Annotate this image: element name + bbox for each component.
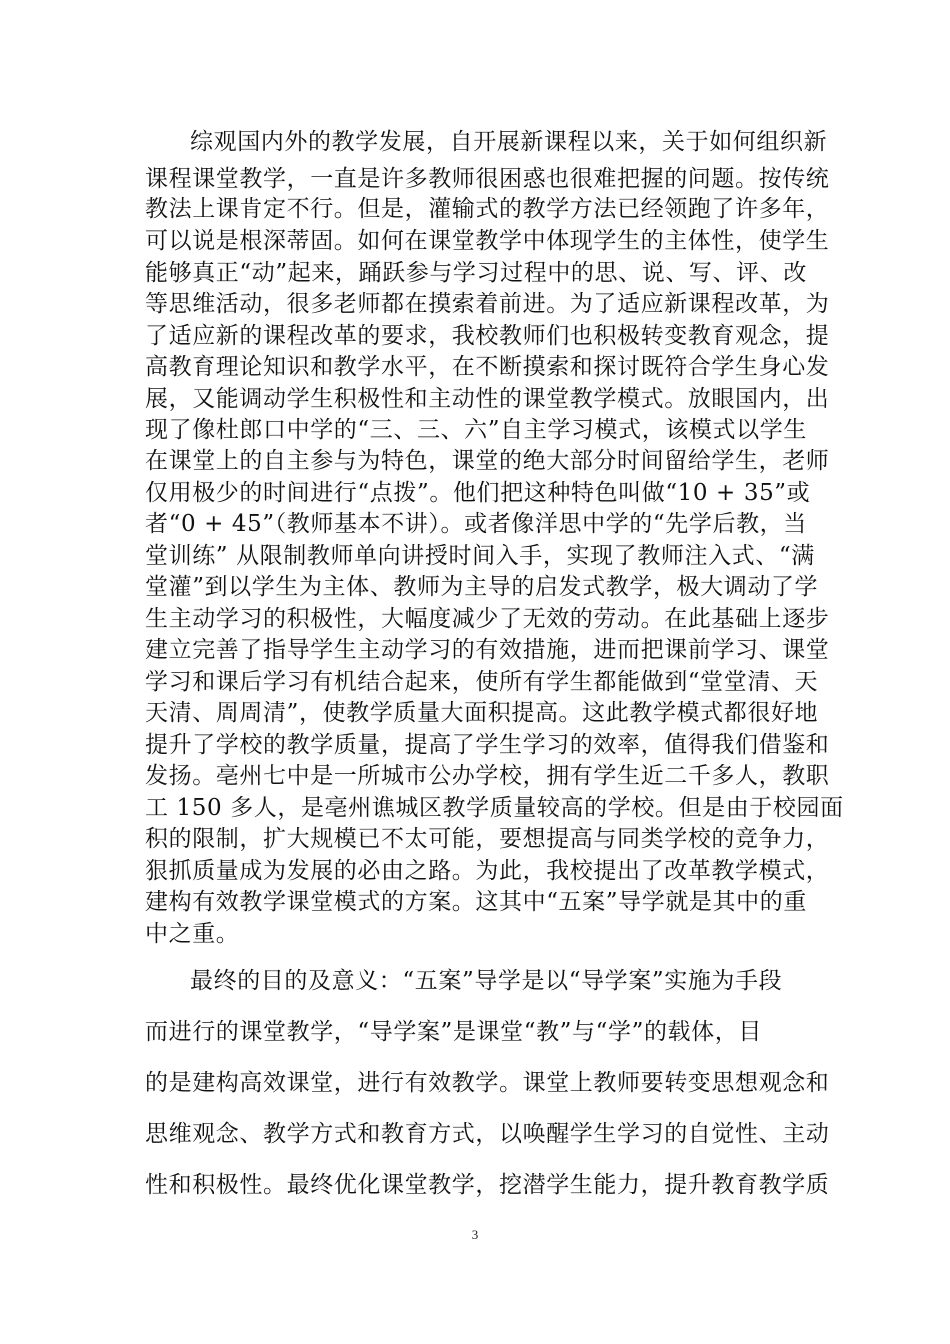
text-line: 现了像杜郎口中学的“三、三、六”自主学习模式，该模式以学生 — [145, 417, 807, 443]
text-line: 最终的目的及意义：“五案”导学是以“导学案”实施为手段 — [190, 968, 783, 994]
text-line: 的是建构高效课堂，进行有效教学。课堂上教师要转变思想观念和 — [145, 1070, 830, 1096]
text-line: 性和积极性。最终优化课堂教学，挖潜学生能力，提升教育教学质 — [145, 1172, 830, 1198]
text-line: 建构有效教学课堂模式的方案。这其中“五案”导学就是其中的重 — [145, 889, 807, 915]
text-line: 提升了学校的教学质量，提高了学生学习的效率，值得我们借鉴和 — [145, 732, 830, 758]
text-line: 积的限制，扩大规模已不太可能，要想提高与同类学校的竞争力， — [145, 826, 830, 852]
text-line: 生主动学习的积极性，大幅度减少了无效的劳动。在此基础上逐步 — [145, 606, 830, 632]
text-line: 能够真正“动”起来，踊跃参与学习过程中的思、说、写、评、改 — [145, 260, 807, 286]
text-line: 堂训练” 从限制教师单向讲授时间入手，实现了教师注入式、“满 — [145, 543, 815, 569]
text-line: 工 150 多人，是亳州谯城区教学质量较高的学校。但是由于校园面 — [145, 795, 844, 821]
text-line: 思维观念、教学方式和教育方式，以唤醒学生学习的自觉性、主动 — [145, 1121, 830, 1147]
text-line: 学习和课后学习有机结合起来，使所有学生都能做到“堂堂清、天 — [145, 669, 819, 695]
text-line: 展，又能调动学生积极性和主动性的课堂教学模式。放眼国内，出 — [145, 386, 830, 412]
text-line: 狠抓质量成为发展的必由之路。为此，我校提出了改革教学模式， — [145, 858, 830, 884]
text-line: 中之重。 — [145, 921, 240, 947]
text-line: 发扬。亳州七中是一所城市公办学校，拥有学生近二千多人，教职 — [145, 763, 830, 789]
text-line: 建立完善了指导学生主动学习的有效措施，进而把课前学习、课堂 — [145, 637, 830, 663]
text-line: 堂灌”到以学生为主体、教师为主导的启发式教学，极大调动了学 — [145, 574, 819, 600]
text-line: 天清、周周清”，使教学质量大面积提高。这此教学模式都很好地 — [145, 700, 819, 726]
text-line: 了适应新的课程改革的要求，我校教师们也积极转变教育观念，提 — [145, 323, 830, 349]
text-line: 课程课堂教学，一直是许多教师很困惑也很难把握的问题。按传统 — [145, 166, 830, 192]
text-line: 高教育理论知识和教学水平，在不断摸索和探讨既符合学生身心发 — [145, 354, 830, 380]
text-line: 而进行的课堂教学，“导学案”是课堂“教”与“学”的载体，目 — [145, 1019, 762, 1045]
text-line: 教法上课肯定不行。但是，灌输式的教学方法已经领跑了许多年， — [145, 196, 830, 222]
text-line: 在课堂上的自主参与为特色，课堂的绝大部分时间留给学生，老师 — [145, 448, 830, 474]
text-line: 等思维活动，很多老师都在摸索着前进。为了适应新课程改革，为 — [145, 291, 830, 317]
text-line: 仅用极少的时间进行“点拨”。他们把这种特色叫做“10 + 35”或 — [145, 480, 811, 506]
page-number: 3 — [471, 1227, 479, 1242]
text-line: 可以说是根深蒂固。如何在课堂教学中体现学生的主体性，使学生 — [145, 228, 830, 254]
text-line: 者“0 + 45”（教师基本不讲）。或者像洋思中学的“先学后教，当 — [145, 511, 807, 537]
text-line: 综观国内外的教学发展，自开展新课程以来，关于如何组织新 — [190, 129, 828, 155]
